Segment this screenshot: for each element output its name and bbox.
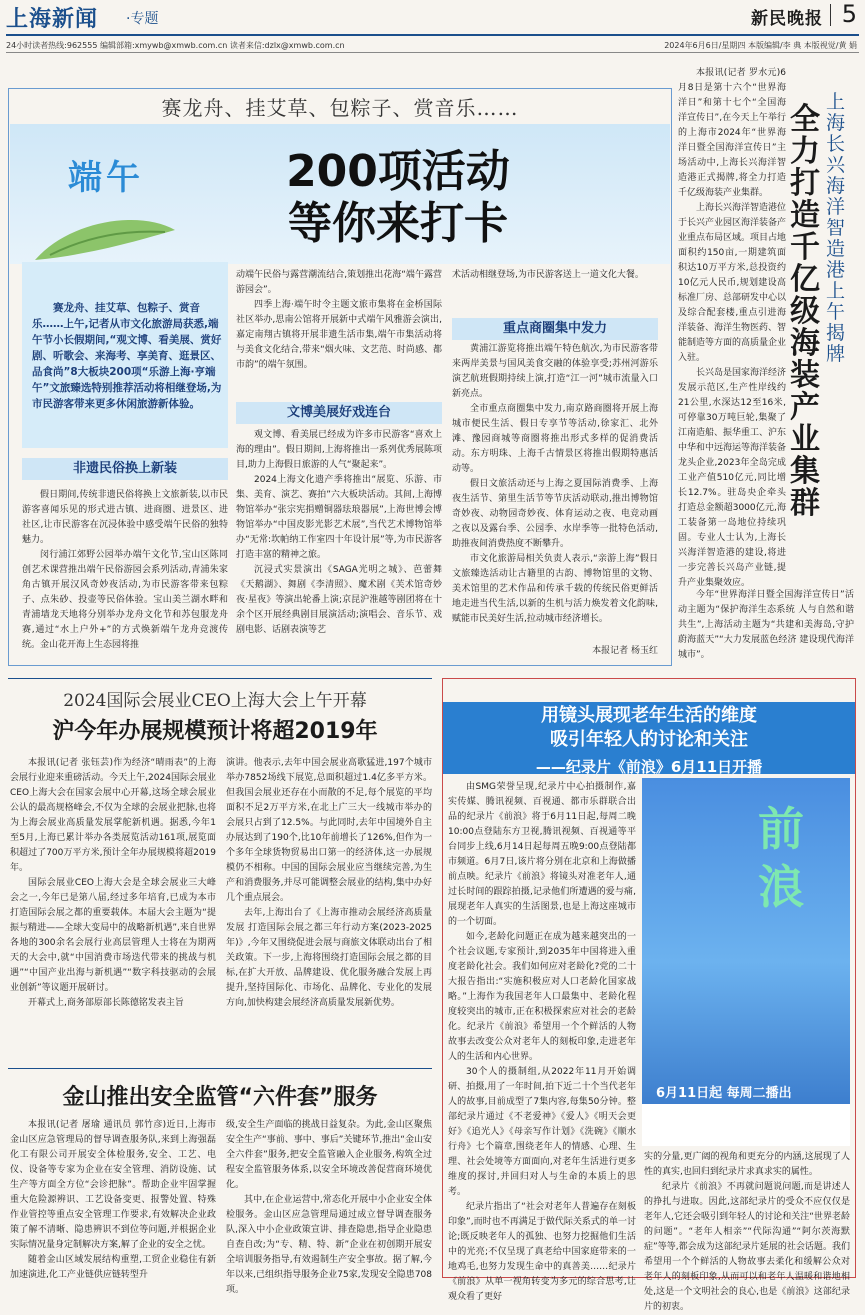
paragraph: 假日期间,传统非遗民俗将换上文旅新装,以市民游客喜闻乐见的形式进古镇、进商圈、进景区、进社区,让市民游客在沉浸体验中感受端午民俗的独特魅力。 [22,490,228,545]
subhead-museum: 文博美展好戏连台 [236,402,442,424]
paragraph: 纪录片指出了“社会对老年人普遍存在刻板印象”,而时也不再满足于做代际关系式的单一讨论;既反映老年人的孤独、也努力挖掘他们生活中的光亮;不仅呈现了真老给中国家庭带来的一地鸡毛,也努力发现生命中的真善美……纪录片《前浪》从单一视角转变为多元的综合思考,让观众看了更好 [448,1202,636,1302]
documentary-headline-line1: 用镜头展现老年生活的维度 [541,705,757,726]
header-rule [6,34,859,36]
paragraph: 长兴岛是国家海洋经济发展示范区,生产性岸线约21公里,水深达12至16米,可停靠30万吨巨轮,集聚了江南造船、振华重工、沪东中华和中远海运等海洋装备龙头企业,2023年全岛完成工业产值510亿元,同比增长12.7%。驻岛央企牵头打造总金额超3000亿元,海工装备第一岛地位持续巩固。专业人士认为,上海长兴海洋智造港的建设,将进一步完善长兴岛产业链,提升产业集聚效应。 [678,368,787,588]
feature-headline-line1: 200项活动 [286,146,510,197]
section-subtitle: ·专题 [126,11,159,27]
paragraph: 四季上海·端午时令主题文旅市集将在金桥国际社区举办,思南公馆将开展新中式端午风雅游会演出,嘉定南翔古镇将开展非遗生活市集,端午市集活动将与美食文化结合,带来“烟火味、文艺范、时尚感、都市韵”的端午氛围。 [236,300,442,370]
zongzi-leaf-illustration [30,200,180,270]
documentary-body-tail [644,1150,850,1312]
paragraph: 假日文旅活动还与上海之夏国际消费季、上海夜生活节、第里生活节等节庆活动联动,推出博物馆奇妙夜、动物园奇妙夜、体育运动之夜、电竞动画之夜以及露台季、公园季、水岸季等一批特色活动,助推夜间消费热度不断攀升。 [452,479,658,549]
paragraph: 黄浦江游览将推出端午特色航次,为市民游客带来两岸美景与国风美食交融的体验享受;苏州河游乐演艺航班假期持续上演,打造“江一河”城市流量入口新亮点。 [452,344,658,399]
paragraph: 本报讯(记者 屠瑜 通讯员 郭竹彦)近日,上海市金山区应急管理局的督导调查服务队,来到上海强磊化工有限公司开展安全体检服务,安全、工艺、电仪、设备等专家为企业在安全管理、消防设施、试生产等方面全方位“会诊把脉”。帮助企业牢固掌握重大危险源辨识、工艺设备变更、报警处置、特殊作业管控等重点安全管理工作要求,有效解决企业政策了解不清晰、隐患辨识不到位等问题,并根据企业实际情况量身定制解决方案,解了企业的安全之忧。 [10,1120,216,1250]
feature-lead: 赛龙舟、挂艾草、包粽子、赏音乐……上午,记者从市文化旅游局获悉,端午节小长假期间,“观文博、看美展、赏好剧、听歌会、来海考、享美育、逛景区、品食尚”8大板块200项“乐游上海·亨端午”文旅臻选特别推荐活动将相继登场,为市民游客带来更多休闲旅游新体验。 [32,302,222,410]
poster-date: 6月11日起 每周二播出 [656,1086,792,1101]
jinshan-headline: 金山推出安全监管“六件套”服务 [62,1085,378,1110]
paragraph: 术活动相继登场,为市民游客送上一道文化大餐。 [452,270,644,280]
paragraph: 本报讯(记者 张钰芸)作为经济“晴雨表”的上海会展行业迎来重磅活动。今天上午,2024国际会展业CEO上海大会在国家会展中心开幕,这场全球会展业公认的最高规格峰会,不仅为全球的会展业把脉,也将为上海会展业高质量发展掌舵新机遇。据悉,今年1至5月,上海已累计举办各类展览活动161项,展览面积超过了700万平方米,预计全年办展规模将超2019年。 [10,758,216,873]
right-story-tail [678,588,854,666]
paragraph: 演讲。他表示,去年中国会展业高歌猛进,197个城市举办7852场线下展览,总面积超过1.4亿多平方米。但我国会展业还存在小而散的不足,每个展览的平均面积不足2万平方米,在北上广三大一线城市举办的会展只占到了12.5%。与此同时,去年中国境外自主办展达到了190个,比10年前增长了126%,但作为一个多年全球货物贸易出口第一的经济体,这一办展规模仍不相称。中国的国际会展业应当继续完善,为生产和消费服务,并尽可能调整会展业的结构,集中办好几个重点展会。 [226,758,432,903]
right-story-headline: 全力打造千亿级海装产业集群 [790,102,820,521]
header-edition-info: 2024年6月6日/星期四 本版编辑/李 典 本版视觉/黄 娟 [664,41,857,50]
feature-col2-top [236,268,442,373]
paragraph: 纪录片《前浪》不再就问题说问题,而是讲述人的挣扎与进取。因此,这部纪录片的受众不应仅仅是老年人,它还会吸引到年轻人的讨论和关注“世界老龄的问题”。“老年人相亲”“代际沟通”“阿尔茨海默症”等等,都会成为这部纪录片延展的社会话题。我们希望用一个个鲜活的人物故事去柔化和缓解公众对老年人的刻板印象,从而可以和老年人温暖和谐地相处,这是一个文明社会的良心,也是《前浪》这部纪录片的初衷。 [644,1182,850,1312]
paragraph: 30个人的摄制组,从2022年11月开始调研、拍摄,用了一年时间,拍下近二十个当代老年人的故事,目前成型了7集内容,每集50分钟。整部纪录片通过《不老爱神》《爱人》《明天会更好》《追光人》《母亲写作计划》《洗碗》《顺水行舟》七个篇章,围绕老年人的情感、心理、生理、社会处境等方面面向,对老年生活进行更多维度的探讨,并回归对人与生命的本质上的思考。 [448,1067,636,1197]
header-subrule [6,52,859,53]
feature-col3-top [452,268,658,283]
expo-col1 [10,756,216,1046]
paragraph: 其中,在企业运营中,常态化开展中小企业安全体检服务。金山区应急管理局通过成立督导调查服务队,深入中小企业政策宣讲、排查隐患,指导企业隐患自查自改;为“专、精、特、新”企业在初创期开展安全培训服务指导,有效遏制生产安全事故。据了解,今年以来,已组织指导服务企业75家,发现安全隐患708项。 [226,1195,432,1295]
right-story-kicker: 上海长兴海洋智造港上午揭牌 [826,91,846,365]
paragraph: 去年,上海出台了《上海市推动会展经济高质量发展 打造国际会展之都三年行动方案(2023-2025年)》,今年又围绕促进会展与商旅文体联动出台了相关政策。下一步,上海将围绕打造国际会展之都的目标,在扩大开放、品牌建设、优化服务融合发展上再提升,坚持国际化、市场化、品牌化、专业化的发展方向,加快构建会展经济高质量发展新优势。 [226,908,432,1008]
paragraph: 本报讯(记者 罗水元)6月8日是第十六个“世界海洋日”和第十七个“全国海洋宣传日”,在今天上午举行的上海市2024年“世界海洋日暨全国海洋宣传日”主场活动中,上海长兴海洋智造港正式揭牌,将全力打造千亿级海装产业集群。 [678,68,786,198]
feature-byline: 本报记者 杨玉红 [592,646,658,656]
paragraph: 实的分量,更广阔的视角和更充分的内涵,这展现了人性的真实,也回归到纪录片求真求实的属性。 [644,1152,850,1177]
paragraph: 级,安全生产面临的挑战日益复杂。为此,金山区聚焦安全生产“事前、事中、事后”关键环节,推出“金山安全六件套”服务,把安全监管融入企业服务,构筑全过程安全监管服务体系,以安全环境改善促营商环境优化。 [226,1120,432,1190]
paragraph: 闵行浦江郊野公园举办端午文化节,宝山区陈同创艺术课营推出端午民俗游园会系列活动,青浦朱家角古镇开展汉风奇妙夜活动,为市民游客带来包粽子、点朱砂、投壶等民俗体验。宝山美兰湖水畔和青浦墙龙天地将分别举办龙舟文化节和苏包服龙舟赛,通过“水上户外+”的方式焕新端午龙舟竞渡传统。金山花开海上生态园将推 [22,550,228,650]
paragraph: 国际会展业CEO上海大会是全球会展业三大峰会之一,今年已是第八届,经过多年培育,已成为本市打造国际会展之都的重要载体。本届大会主题为“提振与精进——全球大变局中的战略新机遇”,来自世界各地的300余名会展行业高层管理人士将在为期两天的大会中,就“中国消费市场迭代带来的挑战与机遇”“中国产业出海与新机遇”“数字科技驱动的会展业创新”等议题开展研讨。 [10,878,216,993]
expo-headline: 沪今年办展规模预计将超2019年 [52,719,378,744]
header-contact-info: 24小时读者热线:962555 编辑部箱:xmywb@xmwb.com.cn 读者来信:dzlx@xmwb.com.cn [6,41,345,50]
feature-headline [238,146,558,250]
documentary-body [448,780,636,1302]
duanwu-logo: 端午 [68,158,144,198]
jinshan-col2 [226,1118,432,1295]
documentary-subtitle: ——纪录片《前浪》6月11日开播 [535,758,763,776]
feature-col1 [22,488,228,664]
subhead-folk: 非遗民俗换上新装 [22,458,228,480]
newspaper-brand: 新民晚报 [751,9,823,29]
feature-col2 [236,428,442,664]
paragraph: 沉浸式实景演出《SAGA光明之城》、芭蕾舞《天鹅湖》、舞剧《李清照》、魔术剧《芙术馆奇妙夜·星夜》等演出轮番上演;京昆沪淮越等剧团将在十余个区开展经典剧目展演活动;演唱会、音乐节、戏剧电影、话剧表演等艺 [236,565,442,635]
paragraph: 随着金山区域发展结构重塑,工贸企业稳住有新加速演进,化工产业链供应链转型升 [10,1255,216,1280]
paragraph: 如今,老龄化问题正在成为越来越突出的一个社会议题,专家预计,到2035年中国将进入重度老龄化社会。我们如何应对老龄化?党的二十大报告指出:“实施积极应对人口老龄化国家战略。”上海作为我国老年人口最集中、老龄化程度较突出的城市,正在积极探索应对社会的老龄化。纪录片《前浪》希望用一个个鲜活的人物故事去改变公众对老年人的刻板印象,走进老年人的生活和内心世界。 [448,932,636,1062]
feature-col3 [452,342,658,642]
feature-headline-line2: 等你来打卡 [288,198,508,249]
header-divider [830,4,831,26]
right-story-body [678,66,786,586]
poster-sponsor-bar [642,1104,850,1146]
feature-kicker: 赛龙舟、挂艾草、包粽子、赏音乐…… [161,96,519,120]
paragraph: 上海长兴海洋智造港位于长兴产业园区海洋装备产业重点布局区域。项目占地面积约150亩,一期建筑面积达10万平方米,总投资约10亿元人民币,规划建设高标准厂房、总部研发中心以及综合配套楼,重点引进海洋装备、海洋生物医药、智能制造等方面的高质量企业入驻。 [678,203,787,363]
documentary-headline [443,704,855,752]
paragraph: 市文化旅游局相关负责人表示,“亲游上海”假日文旅臻选活动让古籍里的古韵、博物馆里的文物、美术馆里的艺术作品和传承千载的传统民俗更鲜活地走进当代生活,以新的生机与活力焕发着文化韵味,赋能市民美好生活,拉动城市经济增长。 [452,554,658,624]
paragraph: 由SMG荣誉呈现,纪录片中心拍摄制作,嘉实传媒、腾讯视频、百视通、都市乐群联合出品的纪录片《前浪》将于6月11日起,每周二晚10:00点登陆东方卫视,腾讯视频、百视通等平台同步上线,6月14日起每周五晚9:00点登陆都市频道。6月7日,该片将分别在北京和上海做播前点映。纪录片《前浪》将镜头对准老年人,通过长时间的跟踪拍摄,记录他们所遭遇的爱与痛,展现老年人真实的生活图景,也是上海这座城市的一个切面。 [448,782,636,927]
poster-title: 前浪 [758,802,804,914]
paragraph: 2024上海文化遗产季将推出“展览、乐游、市集、美育、演艺、赛拍”六大板块活动。其间,上海博物馆举办“张宗宪捐赠铜器珐琅器展”,上海世博会博物馆举办“中国皮影光影艺术展”,当代艺术博物馆举办“无常:坎帕纳工作室四十年设计展”等,为市民游客打造丰富的精神之旅。 [236,475,442,560]
subhead-commerce: 重点商圈集中发力 [452,318,658,340]
paragraph: 今年“世界海洋日暨全国海洋宣传日”活动主题为“保护海洋生态系统 人与自然和谐共生”,上海活动主题为“共建和美海岛,守护蔚海蓝天”“大力发展蓝色经济 建设现代海洋城市”。 [678,590,854,660]
section-rule [8,678,432,679]
paragraph: 开幕式上,商务部原部长陈德铭发表主旨 [28,998,184,1008]
paragraph: 观文博、看美展已经成为许多市民游客“喜欢上海的理由”。假日期间,上海将推出一系列优秀展陈项目,助力上海假日旅游的人气“聚起来”。 [236,430,442,470]
jinshan-col1 [10,1118,216,1280]
paragraph: 动端午民俗与露营潮流结合,策划推出花海“端午露营游园会”。 [236,270,442,295]
section-rule [8,1068,432,1069]
section-title: 上海新闻 [6,7,99,32]
page-number: 5 [841,0,857,28]
expo-kicker: 2024国际会展业CEO上海大会上午开幕 [63,691,367,711]
paragraph: 全市重点商圈集中发力,南京路商圈将开展上海城市便民生活、假日专享节等活动,徐家汇、北外滩、豫园商城等商圈将推出形式多样的促消费活动。东方明珠、上海千古情景区将推出假期特惠活动等。 [452,404,658,474]
expo-col2 [226,756,432,1046]
documentary-headline-line2: 吸引年轻人的讨论和关注 [550,729,748,750]
